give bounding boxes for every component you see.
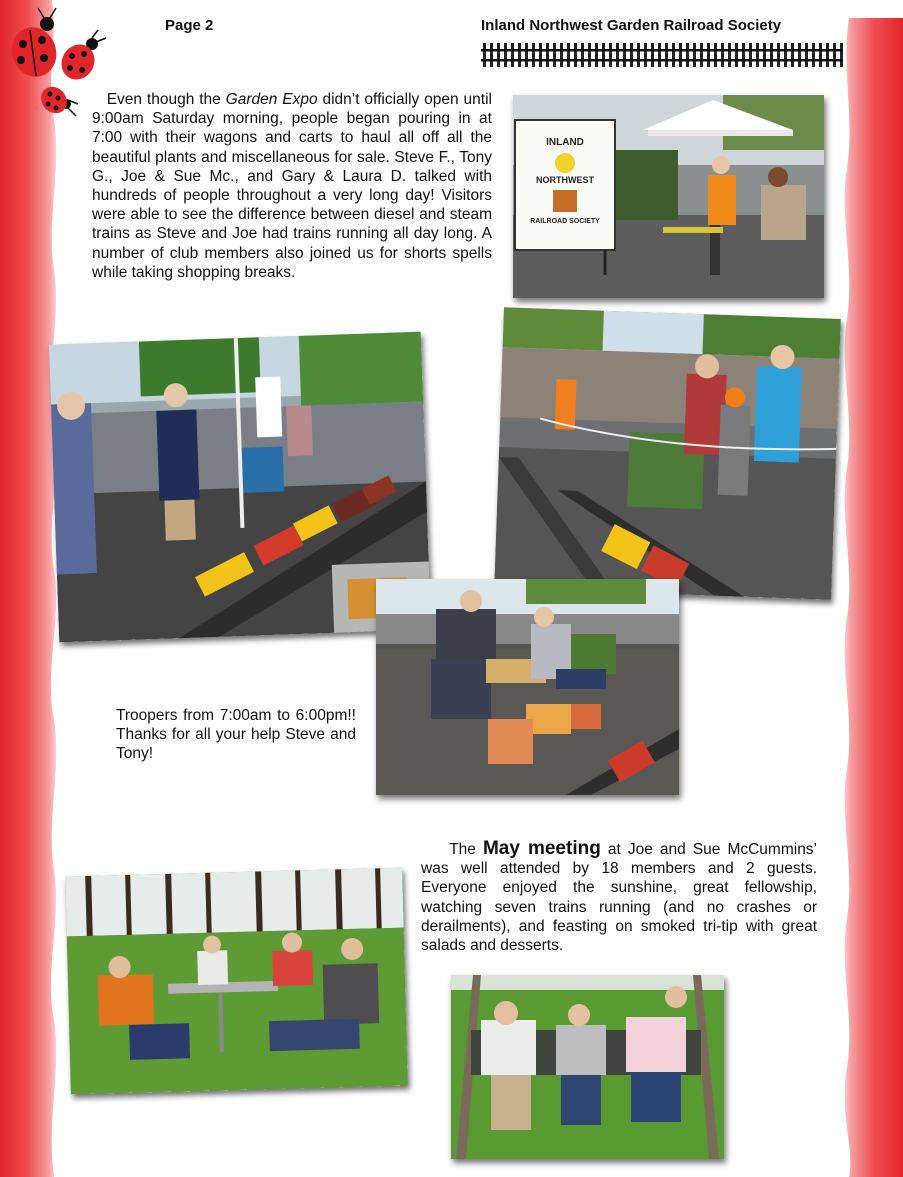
railroad-track-icon (481, 38, 843, 72)
may-meeting-heading: May meeting (482, 838, 601, 859)
left-red-border (0, 0, 62, 1177)
garden-expo-article (92, 90, 492, 282)
event-name: Garden Expo (225, 91, 318, 108)
page-number: Page 2 (165, 17, 214, 34)
may-meeting-article (421, 839, 817, 955)
swing-photo (451, 975, 724, 1159)
sign-text: NORTHWEST (536, 175, 594, 185)
sign-text: INLAND (546, 137, 584, 148)
right-red-border (837, 18, 903, 1177)
newsletter-title: Inland Northwest Garden Railroad Society (481, 17, 782, 34)
article-text: The (449, 841, 483, 858)
article-text: at Joe and Sue McCummins’ was well attended by 18 members and 2 guests. Everyone enjoyed the sunshine, great fellowship, watching seven trains running (and no crashes or derailments), and feasting on smoked tri-tip with great salads and desserts. (421, 841, 818, 955)
family-train-photo (494, 307, 841, 600)
article-text: didn’t officially open until 9:00am Saturday morning, people began pouring in at 7:00 with their wagons and carts to haul all off all the beautiful plants and miscellaneous for sale. Steve F., Tony G., Joe & Sue Mc., and Gary & Laura D. talked with hundreds of people throughout a very long day! Visitors were able to see the difference between diesel and steam trains as Steve and Joe had trains running all day long. A number of club members also joined us for shorts spells while taking shopping breaks. (92, 91, 492, 281)
troopers-photo (376, 579, 679, 795)
article-text: Even though the (106, 91, 226, 108)
lawn-meeting-photo (65, 868, 408, 1095)
troopers-caption: Troopers from 7:00am to 6:00pm!! Thanks for all your help Steve and Tony! (116, 707, 356, 763)
booth-photo (513, 95, 824, 298)
crowd-train-photo (49, 332, 431, 643)
sign-text: RAILROAD SOCIETY (530, 218, 600, 225)
